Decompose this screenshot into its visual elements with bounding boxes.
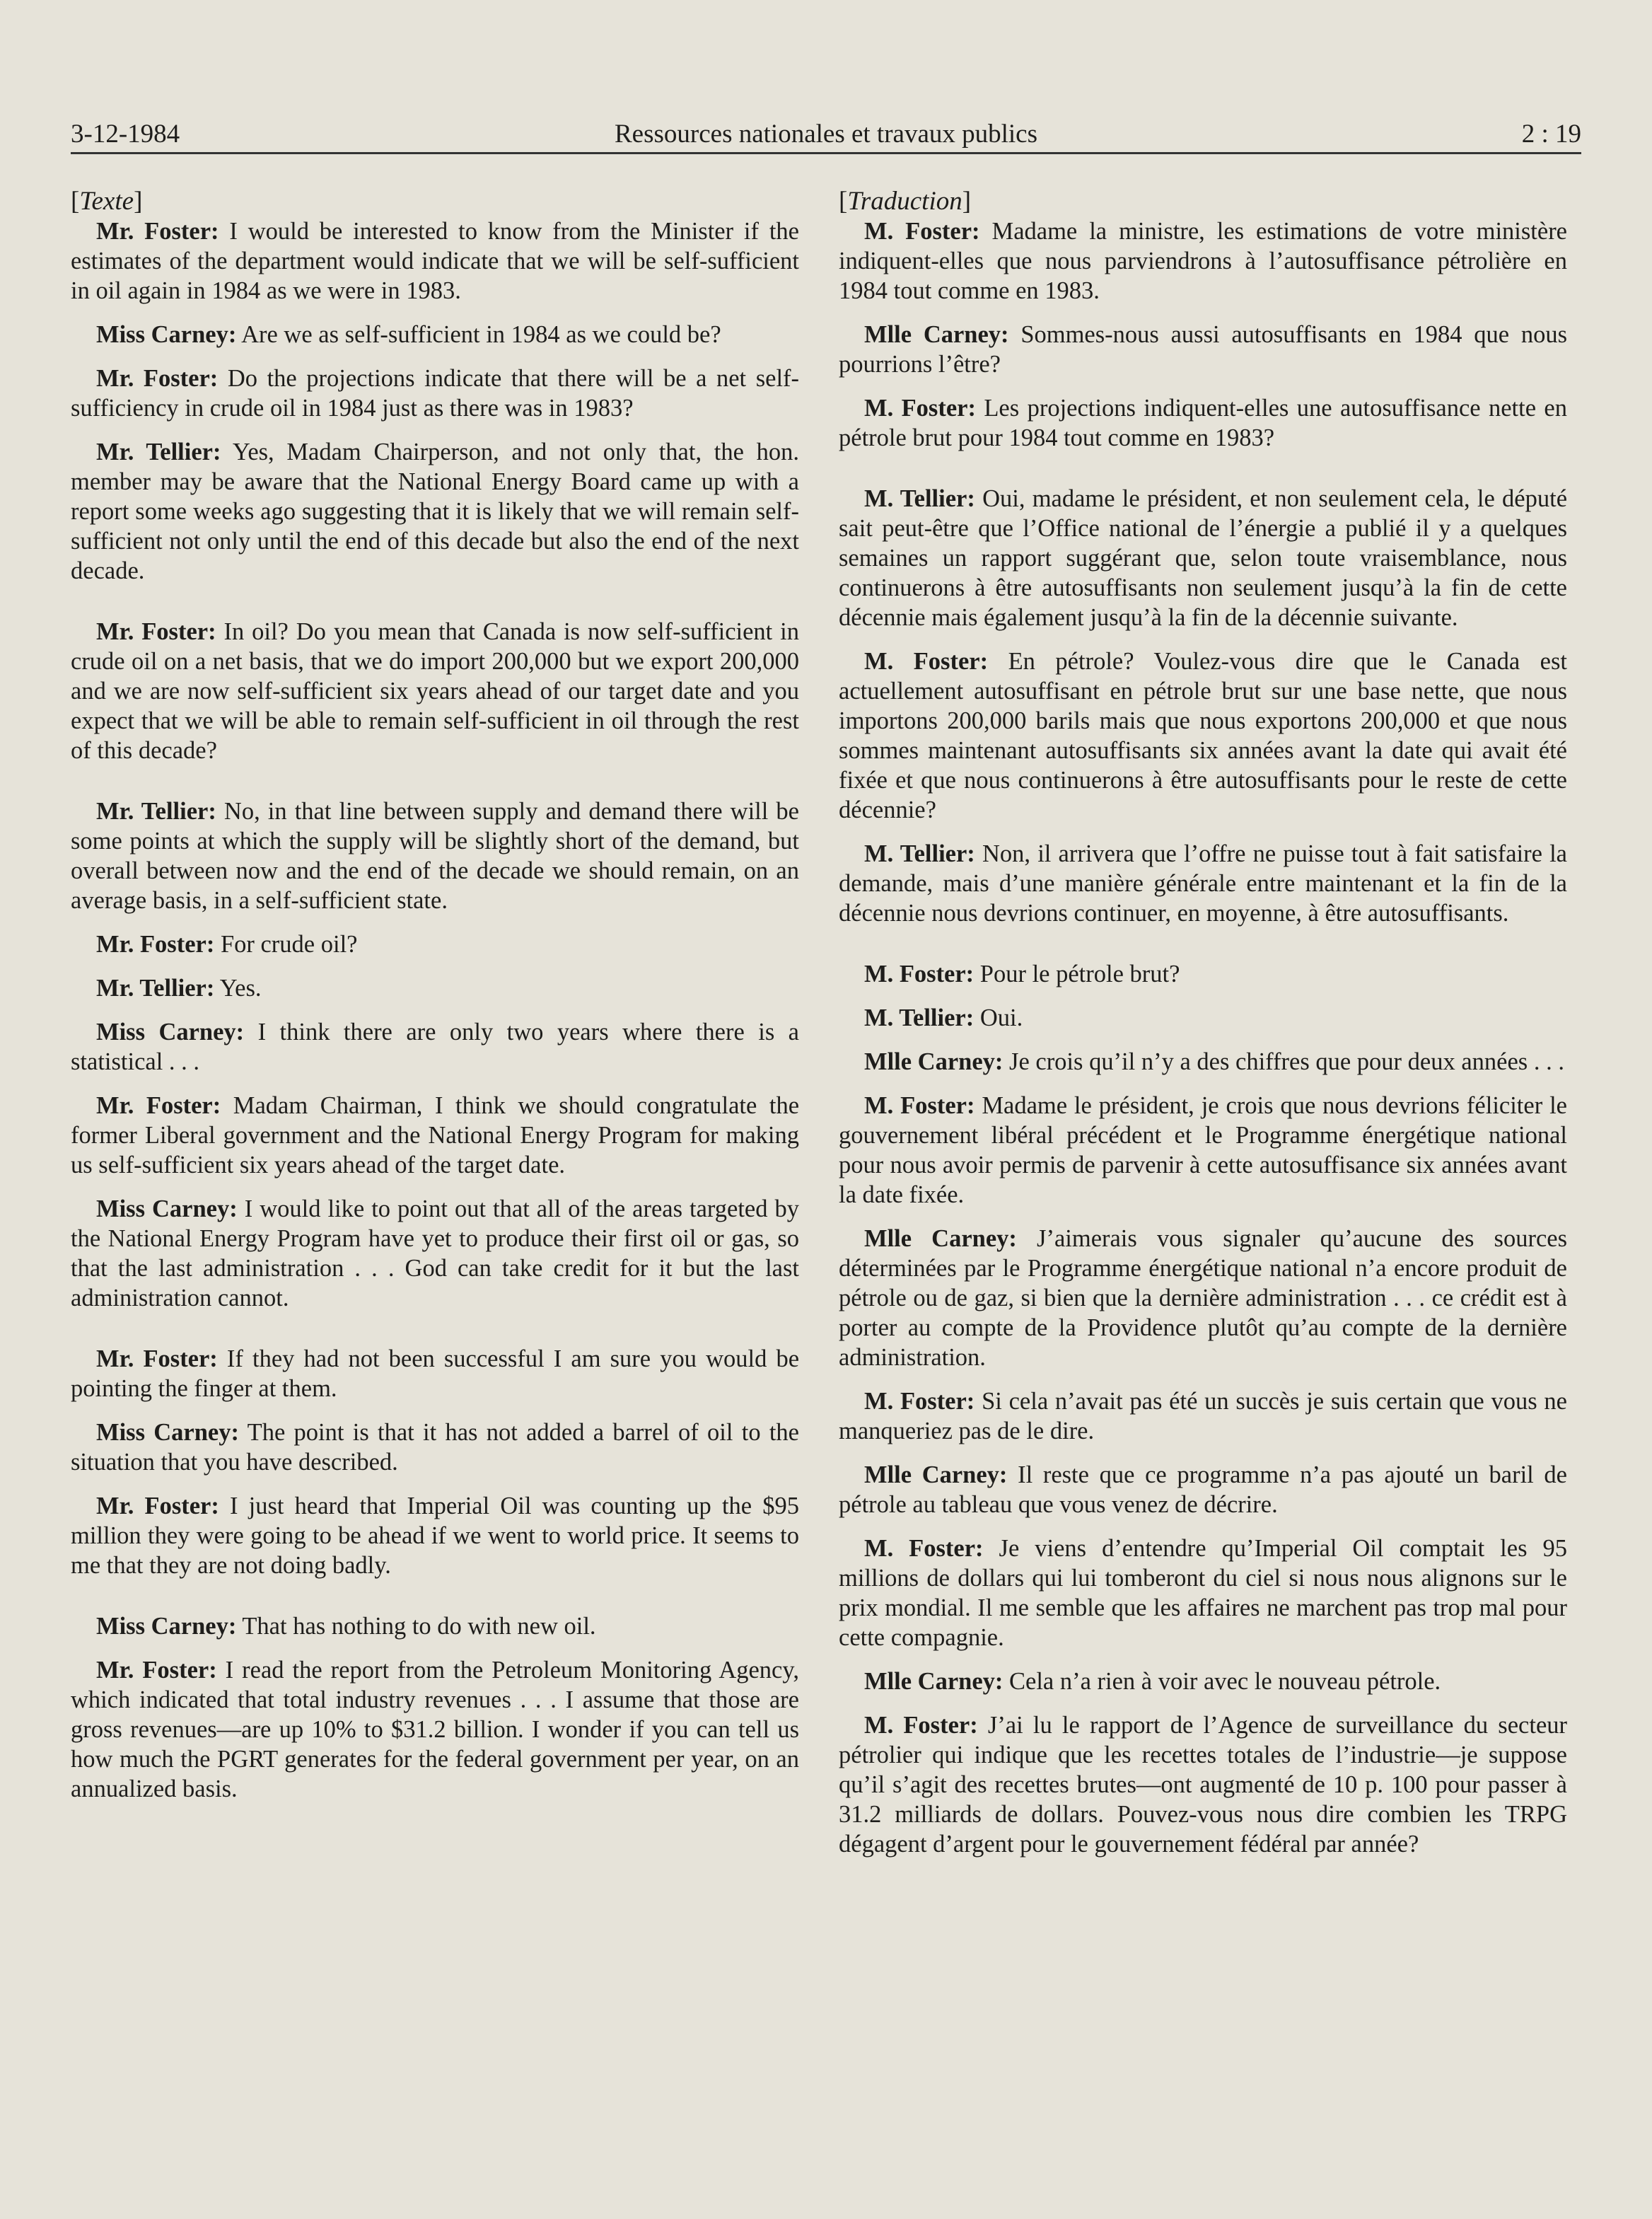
speaker-name: Miss Carney: <box>96 1419 239 1446</box>
paragraph <box>71 1344 799 1403</box>
paragraph <box>839 959 1567 989</box>
section-marker-texte: [Texte] <box>71 187 143 216</box>
speech-text: Do the projections indicate that there will be a net self-sufficiency in crude oil in 1984 just as there was in 1983? <box>71 365 800 422</box>
speech-text: Oui. <box>974 1004 1023 1031</box>
english-column <box>71 187 799 1818</box>
paragraph <box>839 1534 1567 1652</box>
speaker-name: Mr. Foster: <box>96 618 216 645</box>
paragraph <box>71 216 799 306</box>
paragraph <box>71 1491 799 1580</box>
paragraph <box>839 1003 1567 1033</box>
speech-text: Madame le président, je crois que nous devrions féliciter le gouvernement libéral précédent et le Programme énergétique national pour nous avoir permis de parvenir à cette autosuffisance six années avant la date fixée. <box>839 1092 1567 1208</box>
speech-text: Je crois qu’il n’y a des chiffres que pour deux années . . . <box>1003 1048 1564 1075</box>
paragraph <box>71 1194 799 1313</box>
speaker-name: M. Tellier: <box>864 840 975 867</box>
speech-text: Si cela n’avait pas été un succès je suis certain que vous ne manqueriez pas de le dire. <box>839 1388 1567 1444</box>
paragraph <box>71 929 799 959</box>
speech-text: J’ai lu le rapport de l’Agence de surveillance du secteur pétrolier qui indique que les recettes totales de l’industrie—je suppose qu’il s’agit des recettes brutes—ont augmenté de 10 p. 100 pour passer à 31.2 milliards de dollars. Pouvez-vous nous dire combien les TRPG dégagent d’argent pour le gouvernement fédéral par année? <box>839 1712 1567 1858</box>
speech-text: I would be interested to know from the Minister if the estimates of the department would indicate that we will be self-sufficient in oil again in 1984 as we were in 1983. <box>71 218 799 304</box>
speaker-name: Mr. Foster: <box>96 218 219 245</box>
paragraph <box>839 320 1567 379</box>
paragraph <box>71 1091 799 1180</box>
paragraph <box>71 1017 799 1077</box>
speech-text: J’aimerais vous signaler qu’aucune des sources déterminées par le Programme énergétique national n’a encore produit de pétrole ou de gaz, si bien que la dernière administration . . . ce crédit est à porter au compte de la Providence plutôt qu’au compte de la dernière administration. <box>839 1225 1568 1371</box>
speech-text: Are we as self-sufficient in 1984 as we could be? <box>236 321 721 348</box>
speech-text: Sommes-nous aussi autosuffisants en 1984 que nous pourrions l’être? <box>839 321 1568 378</box>
paragraph <box>839 1091 1567 1210</box>
paragraph <box>71 973 799 1003</box>
speech-text: Pour le pétrole brut? <box>974 961 1180 987</box>
speaker-name: Mr. Foster: <box>96 1092 221 1119</box>
speaker-name: M. Foster: <box>864 1388 975 1415</box>
speech-text: Madame la ministre, les estimations de votre ministère indiquent-elles que nous parviendrons à l’autosuffisance pétrolière en 1984 tout comme en 1983. <box>839 218 1567 304</box>
speaker-name: M. Foster: <box>864 1535 984 1562</box>
section-marker-traduction: [Traduction] <box>839 187 972 216</box>
paragraph <box>71 617 799 765</box>
speech-text: No, in that line between supply and demand there will be some points at which the supply will be slightly short of the demand, but overall between now and the end of the decade we should remain, on an average basis, in a self-sufficient state. <box>71 798 799 914</box>
speech-text: Il reste que ce programme n’a pas ajouté un baril de pétrole au tableau que vous venez de décrire. <box>839 1461 1567 1518</box>
speech-text: I would like to point out that all of the areas targeted by the National Energy Program have yet to produce their first oil or gas, so that the last administration . . . God can take credit for it but the last administration cannot. <box>71 1195 799 1311</box>
speaker-name: Mlle Carney: <box>864 1461 1008 1488</box>
speaker-name: Miss Carney: <box>96 1195 238 1222</box>
speech-text: Les projections indiquent-elles une autosuffisance nette en pétrole brut pour 1984 tout comme en 1983? <box>839 395 1567 451</box>
page-header <box>71 113 1581 156</box>
paragraph <box>839 484 1567 632</box>
speech-text: I think there are only two years where there is a statistical . . . <box>71 1019 799 1075</box>
speech-text: In oil? Do you mean that Canada is now self-sufficient in crude oil on a net basis, that we do import 200,000 but we export 200,000 and we are now self-sufficient six years ahead of our target date and you expect that we will be able to remain self-sufficient in oil through the rest of this decade? <box>71 618 799 764</box>
speech-text: I read the report from the Petroleum Monitoring Agency, which indicated that total industry revenues . . . I assume that those are gross revenues—are up 10% to $31.2 billion. I wonder if you can tell us how much the PGRT generates for the federal government per year, on an annualized basis. <box>71 1657 799 1802</box>
speaker-name: M. Foster: <box>864 1712 978 1739</box>
paragraph <box>71 1655 799 1804</box>
paragraph <box>71 1418 799 1477</box>
paragraph <box>839 1386 1567 1446</box>
speech-text: Non, il arrivera que l’offre ne puisse tout à fait satisfaire la demande, mais d’une manière générale entre maintenant et la fin de la décennie nous devrions continuer, en moyenne, à être autosuffisants. <box>839 840 1567 927</box>
speaker-name: Miss Carney: <box>96 1613 237 1640</box>
speaker-name: Mlle Carney: <box>864 1048 1004 1075</box>
paragraph <box>71 364 799 423</box>
speaker-name: Mr. Tellier: <box>96 439 221 465</box>
speaker-name: M. Foster: <box>864 648 989 675</box>
speaker-name: Mr. Foster: <box>96 1345 218 1372</box>
header-title: Ressources nationales et travaux publics <box>615 120 1037 149</box>
speaker-name: Mr. Tellier: <box>96 798 216 825</box>
speech-text: Yes. <box>214 975 262 1002</box>
speech-text: For crude oil? <box>214 931 358 958</box>
header-rule <box>71 152 1581 154</box>
speech-text: Yes, Madam Chairperson, and not only that, the hon. member may be aware that the National Energy Board came up with a report some weeks ago suggesting that it is likely that we will remain self-sufficient not only until the end of this decade but also the end of the next decade. <box>71 439 799 584</box>
header-date: 3-12-1984 <box>71 120 180 149</box>
speech-text: Cela n’a rien à voir avec le nouveau pétrole. <box>1003 1668 1441 1695</box>
page-number: 2 : 19 <box>1521 120 1581 149</box>
speech-text: En pétrole? Voulez-vous dire que le Canada est actuellement autosuffisant en pétrole brut sur une base nette, que nous importons 200,000 barils mais que nous exportons 200,000 et que nous sommes maintenant autosuffisants six années avant la date qui avait été fixée et que nous continuerons à être autosuffisants pour le reste de cette décennie? <box>839 648 1567 823</box>
paragraph <box>839 1710 1567 1859</box>
paragraph <box>839 216 1567 306</box>
speech-text: Madam Chairman, I think we should congratulate the former Liberal government and the National Energy Program for making us self-sufficient six years ahead of the target date. <box>71 1092 800 1178</box>
paragraph <box>71 796 799 915</box>
paragraph <box>839 393 1567 453</box>
paragraph <box>839 1460 1567 1519</box>
speech-text: That has nothing to do with new oil. <box>236 1613 596 1640</box>
paragraph <box>71 437 799 586</box>
speech-text: Je viens d’entendre qu’Imperial Oil comptait les 95 millions de dollars qui lui tomberont du ciel si nous nous alignons sur le prix mondial. Il me semble que les affaires ne marchent pas trop mal pour cette compagnie. <box>839 1535 1567 1651</box>
speaker-name: Mlle Carney: <box>864 1225 1017 1252</box>
speaker-name: Mr. Foster: <box>96 1493 219 1519</box>
speaker-name: Mr. Foster: <box>96 1657 217 1684</box>
speaker-name: Mlle Carney: <box>864 1668 1004 1695</box>
speaker-name: M. Tellier: <box>864 485 975 512</box>
speech-text: The point is that it has not added a barrel of oil to the situation that you have described. <box>71 1419 799 1476</box>
french-column <box>839 187 1567 1873</box>
speaker-name: M. Tellier: <box>864 1004 975 1031</box>
speech-text: If they had not been successful I am sure you would be pointing the finger at them. <box>71 1345 800 1402</box>
speaker-name: Mr. Foster: <box>96 365 219 392</box>
speaker-name: M. Foster: <box>864 1092 975 1119</box>
speaker-name: Mlle Carney: <box>864 321 1009 348</box>
paragraph <box>839 647 1567 825</box>
speaker-name: Miss Carney: <box>96 1019 245 1045</box>
paragraph <box>839 1224 1567 1372</box>
speaker-name: M. Foster: <box>864 218 980 245</box>
paragraph <box>839 1047 1567 1077</box>
paragraph <box>839 839 1567 928</box>
paragraph <box>71 320 799 349</box>
paragraph <box>71 1611 799 1641</box>
speaker-name: M. Foster: <box>864 961 975 987</box>
speech-text: Oui, madame le président, et non seulement cela, le député sait peut-être que l’Office national de l’énergie a publié il y a quelques semaines un rapport suggérant que, selon toute vraisemblance, nous continuerons à être autosuffisants non seulement jusqu’à la fin de cette décennie mais également jusqu’à la fin de la décennie suivante. <box>839 485 1568 631</box>
speaker-name: Mr. Foster: <box>96 931 215 958</box>
speech-text: I just heard that Imperial Oil was counting up the $95 million they were going to be ahead if we went to world price. It seems to me that they are not doing badly. <box>71 1493 800 1579</box>
speaker-name: M. Foster: <box>864 395 976 422</box>
paragraph <box>839 1667 1567 1696</box>
speaker-name: Miss Carney: <box>96 321 237 348</box>
speaker-name: Mr. Tellier: <box>96 975 215 1002</box>
